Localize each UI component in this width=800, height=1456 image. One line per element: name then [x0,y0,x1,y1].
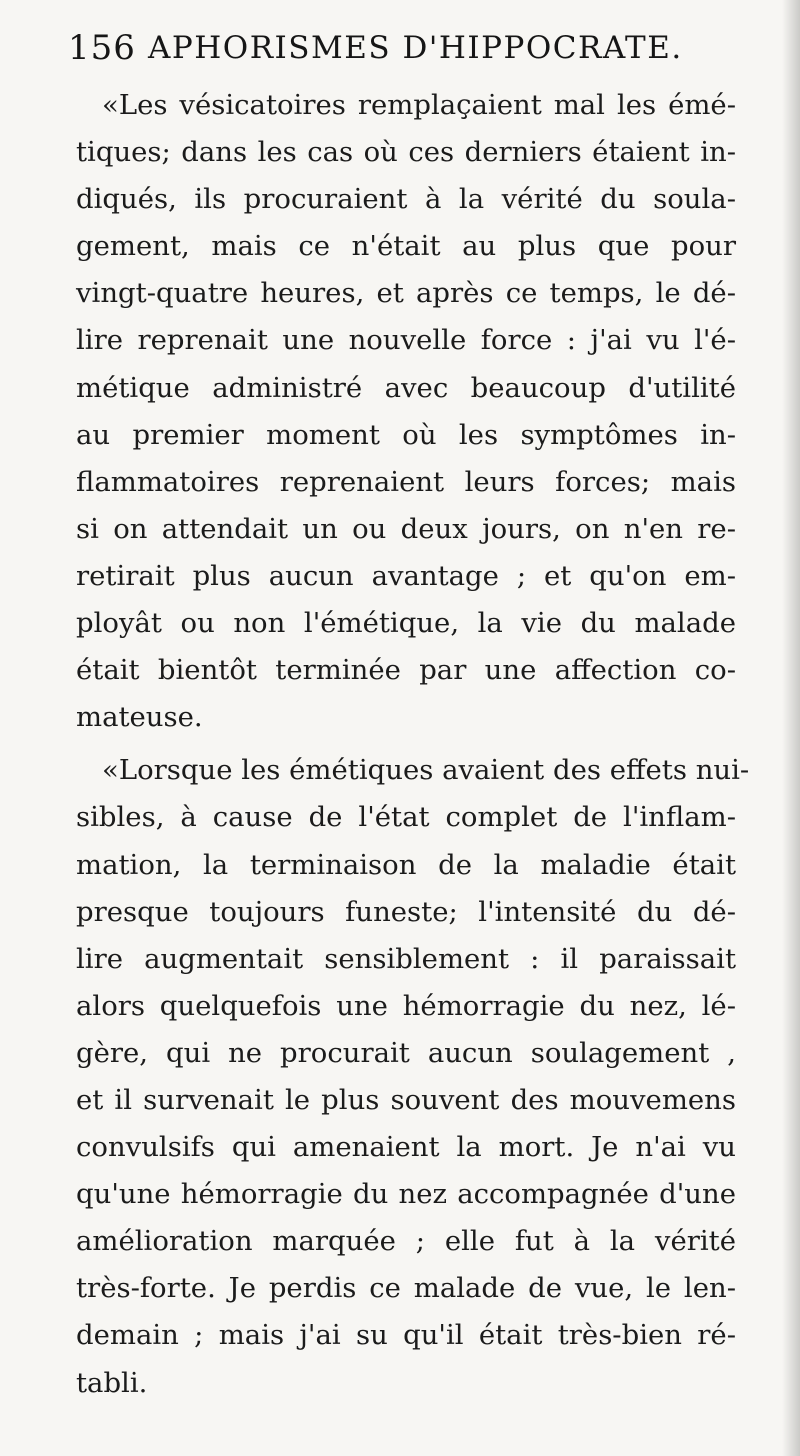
paragraph-1 [76,82,736,741]
text-line: ployât ou non l'émétique, la vie du malade [76,607,736,640]
text-line: gement, mais ce n'était au plus que pour [76,230,736,263]
text-line: demain ; mais j'ai su qu'il était très-bien ré- [76,1319,736,1352]
page-number: 156 [68,28,136,68]
text-line: et il survenait le plus souvent des mouvemens [76,1083,736,1116]
text-line: alors quelquefois une hémorragie du nez, lé- [76,989,736,1022]
text-line: gère, qui ne procurait aucun soulagement , [76,1036,736,1069]
text-line: presque toujours funeste; l'intensité du dé- [76,895,736,928]
body-text [76,82,750,1407]
text-line: tiques; dans les cas où ces derniers étaient in- [76,136,736,169]
text-line: métique administré avec beaucoup d'utilité [76,371,736,404]
text-line: amélioration marquée ; elle fut à la vérité [76,1225,736,1258]
text-line: qu'une hémorragie du nez accompagnée d'une [76,1178,736,1211]
page-header [68,24,708,74]
text-line: mateuse. [76,701,203,734]
paragraph-2 [76,747,750,1406]
text-line: diqués, ils procuraient à la vérité du soula- [76,183,736,216]
text-line: au premier moment où les symptômes in- [76,418,736,451]
text-line: flammatoires reprenaient leurs forces; mais [76,465,736,498]
text-line: lire reprenait une nouvelle force : j'ai vu l'é- [76,324,736,357]
text-line: retirait plus aucun avantage ; et qu'on em- [76,559,736,592]
text-line: vingt-quatre heures, et après ce temps, le dé- [76,277,736,310]
text-line: si on attendait un ou deux jours, on n'en re- [76,512,736,545]
running-title: APHORISMES D'HIPPOCRATE. [148,30,683,66]
text-line: lire augmentait sensiblement : il paraissait [76,942,736,975]
text-line: sibles, à cause de l'état complet de l'inflam- [76,801,736,834]
text-line: très-forte. Je perdis ce malade de vue, le len- [76,1272,736,1305]
text-line: «Lorsque les émétiques avaient des effets nui- [102,754,750,787]
text-line: mation, la terminaison de la maladie était [76,848,736,881]
text-line: tabli. [76,1366,148,1399]
page-edge-shadow [782,0,800,1456]
text-line: «Les vésicatoires remplaçaient mal les émé- [102,89,736,121]
text-line: convulsifs qui amenaient la mort. Je n'ai vu [76,1131,736,1164]
text-line: était bientôt terminée par une affection co- [76,654,736,687]
